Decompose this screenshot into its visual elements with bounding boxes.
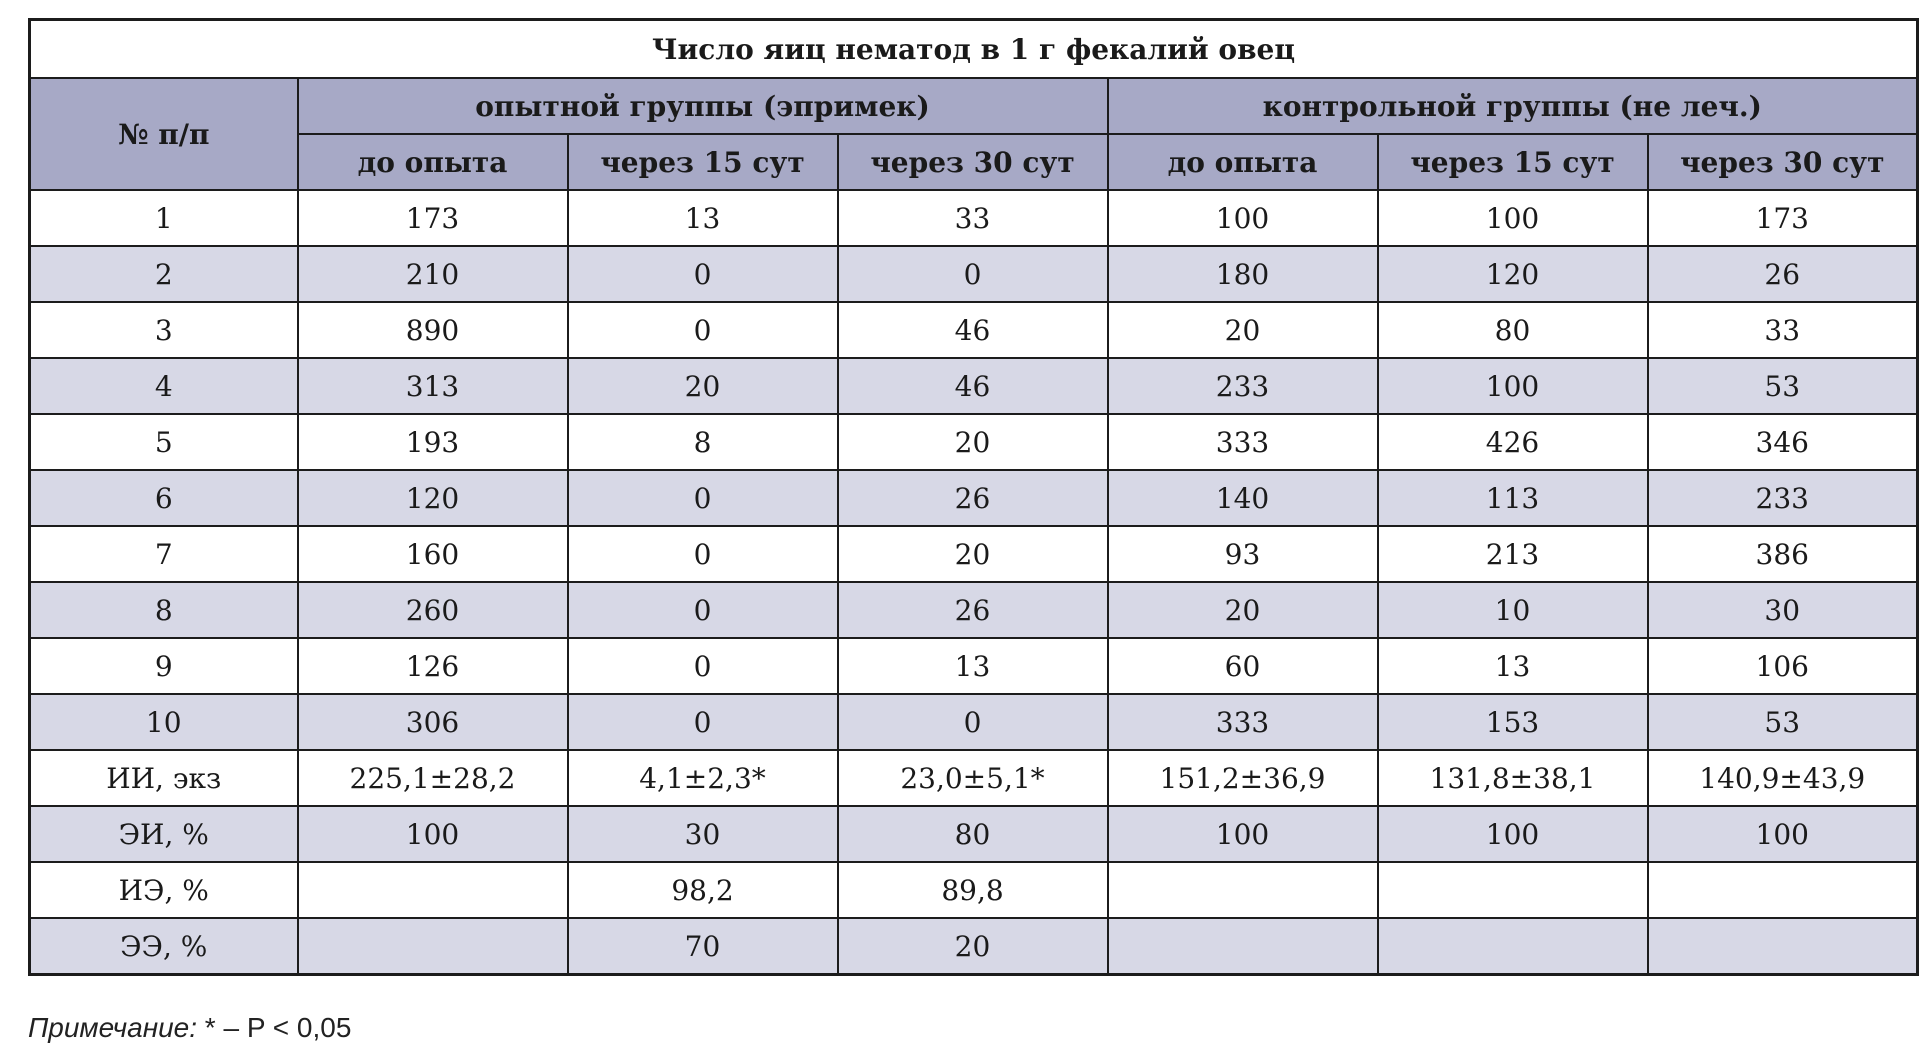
table-cell: 8 [568,414,838,470]
table-cell: 26 [1648,246,1918,302]
table-row [30,638,1918,694]
table-cell: 153 [1378,694,1648,750]
table-cell: 20 [838,414,1108,470]
table-cell: 20 [568,358,838,414]
table-cell: 100 [1378,190,1648,246]
table-row [30,918,1918,975]
table-cell: 20 [838,526,1108,582]
table-cell: 100 [1108,806,1378,862]
table-cell: 260 [298,582,568,638]
row-label: ИЭ, % [30,862,298,918]
table-cell: 13 [1378,638,1648,694]
table-body [30,190,1918,975]
row-number-header: № п/п [30,78,298,190]
table-cell: 131,8±38,1 [1378,750,1648,806]
subheader-exp-before: до опыта [298,134,568,190]
table-row [30,470,1918,526]
table-cell: 313 [298,358,568,414]
table-cell: 346 [1648,414,1918,470]
row-label: ЭЭ, % [30,918,298,975]
table-row [30,806,1918,862]
table-cell: 306 [298,694,568,750]
table-cell: 89,8 [838,862,1108,918]
table-cell: 173 [298,190,568,246]
table-cell [1648,862,1918,918]
group-header-control: контрольной группы (не леч.) [1108,78,1918,134]
footnote-text: * – P < 0,05 [197,1012,352,1043]
table-row [30,750,1918,806]
table-cell [1378,918,1648,975]
footnote-label: Примечание: [28,1012,198,1043]
table-row [30,302,1918,358]
table-cell: 140 [1108,470,1378,526]
row-label: 10 [30,694,298,750]
table-cell: 0 [568,246,838,302]
table-cell: 106 [1648,638,1918,694]
row-label: 6 [30,470,298,526]
table-cell: 53 [1648,694,1918,750]
table-row [30,526,1918,582]
table-cell: 126 [298,638,568,694]
table-row [30,414,1918,470]
table-cell: 60 [1108,638,1378,694]
subheader-exp-15-days: через 15 сут [568,134,838,190]
table-cell: 225,1±28,2 [298,750,568,806]
table-cell: 0 [568,470,838,526]
subheader-exp-30-days: через 30 сут [838,134,1108,190]
table-cell: 193 [298,414,568,470]
table-cell: 100 [1378,358,1648,414]
table-cell: 113 [1378,470,1648,526]
table-cell: 0 [568,582,838,638]
table-cell: 120 [298,470,568,526]
table-cell: 13 [568,190,838,246]
table-cell: 890 [298,302,568,358]
table-cell: 0 [568,638,838,694]
table-cell: 333 [1108,694,1378,750]
subheader-ctrl-30-days: через 30 сут [1648,134,1918,190]
table-cell [1108,918,1378,975]
table-cell: 233 [1108,358,1378,414]
table-cell: 26 [838,582,1108,638]
table-cell: 80 [838,806,1108,862]
table-cell: 46 [838,358,1108,414]
row-label: 3 [30,302,298,358]
row-label: ЭИ, % [30,806,298,862]
table-cell: 10 [1378,582,1648,638]
table-cell: 210 [298,246,568,302]
results-table-container [28,18,1919,976]
table-cell: 23,0±5,1* [838,750,1108,806]
table-cell: 20 [838,918,1108,975]
row-label: 1 [30,190,298,246]
table-cell: 30 [568,806,838,862]
table-cell: 0 [568,526,838,582]
table-cell: 33 [1648,302,1918,358]
table-row [30,246,1918,302]
row-label: ИИ, экз [30,750,298,806]
table-cell: 386 [1648,526,1918,582]
table-row [30,862,1918,918]
subheader-ctrl-15-days: через 15 сут [1378,134,1648,190]
table-row [30,190,1918,246]
table-cell: 160 [298,526,568,582]
table-row [30,582,1918,638]
table-cell: 100 [298,806,568,862]
table-cell: 93 [1108,526,1378,582]
table-cell: 100 [1648,806,1918,862]
table-cell: 140,9±43,9 [1648,750,1918,806]
table-cell: 20 [1108,302,1378,358]
table-cell: 13 [838,638,1108,694]
nematode-eggs-table [28,18,1919,976]
table-title [30,20,1918,79]
table-cell: 20 [1108,582,1378,638]
row-label: 5 [30,414,298,470]
table-cell: 26 [838,470,1108,526]
table-cell: 0 [568,302,838,358]
table-cell: 151,2±36,9 [1108,750,1378,806]
row-label: 8 [30,582,298,638]
table-cell: 100 [1378,806,1648,862]
table-cell [298,918,568,975]
table-cell [1378,862,1648,918]
table-cell: 98,2 [568,862,838,918]
table-cell: 70 [568,918,838,975]
table-cell: 213 [1378,526,1648,582]
subheader-ctrl-before: до опыта [1108,134,1378,190]
table-cell: 180 [1108,246,1378,302]
table-cell: 33 [838,190,1108,246]
table-cell: 53 [1648,358,1918,414]
group-header-experimental: опытной группы (эпримек) [298,78,1108,134]
table-cell: 333 [1108,414,1378,470]
table-row [30,358,1918,414]
row-label: 9 [30,638,298,694]
row-label: 7 [30,526,298,582]
table-title-text: Число яиц нематод в 1 г фекалий овец [651,32,1296,66]
table-cell: 0 [838,246,1108,302]
table-cell: 46 [838,302,1108,358]
table-cell [298,862,568,918]
table-cell: 173 [1648,190,1918,246]
table-cell: 233 [1648,470,1918,526]
table-cell: 100 [1108,190,1378,246]
row-label: 4 [30,358,298,414]
table-footnote [28,1012,351,1044]
table-cell: 120 [1378,246,1648,302]
table-cell: 80 [1378,302,1648,358]
table-cell: 30 [1648,582,1918,638]
table-cell [1648,918,1918,975]
table-cell: 0 [838,694,1108,750]
table-cell: 4,1±2,3* [568,750,838,806]
row-label: 2 [30,246,298,302]
table-row [30,694,1918,750]
table-cell: 0 [568,694,838,750]
table-cell: 426 [1378,414,1648,470]
table-cell [1108,862,1378,918]
